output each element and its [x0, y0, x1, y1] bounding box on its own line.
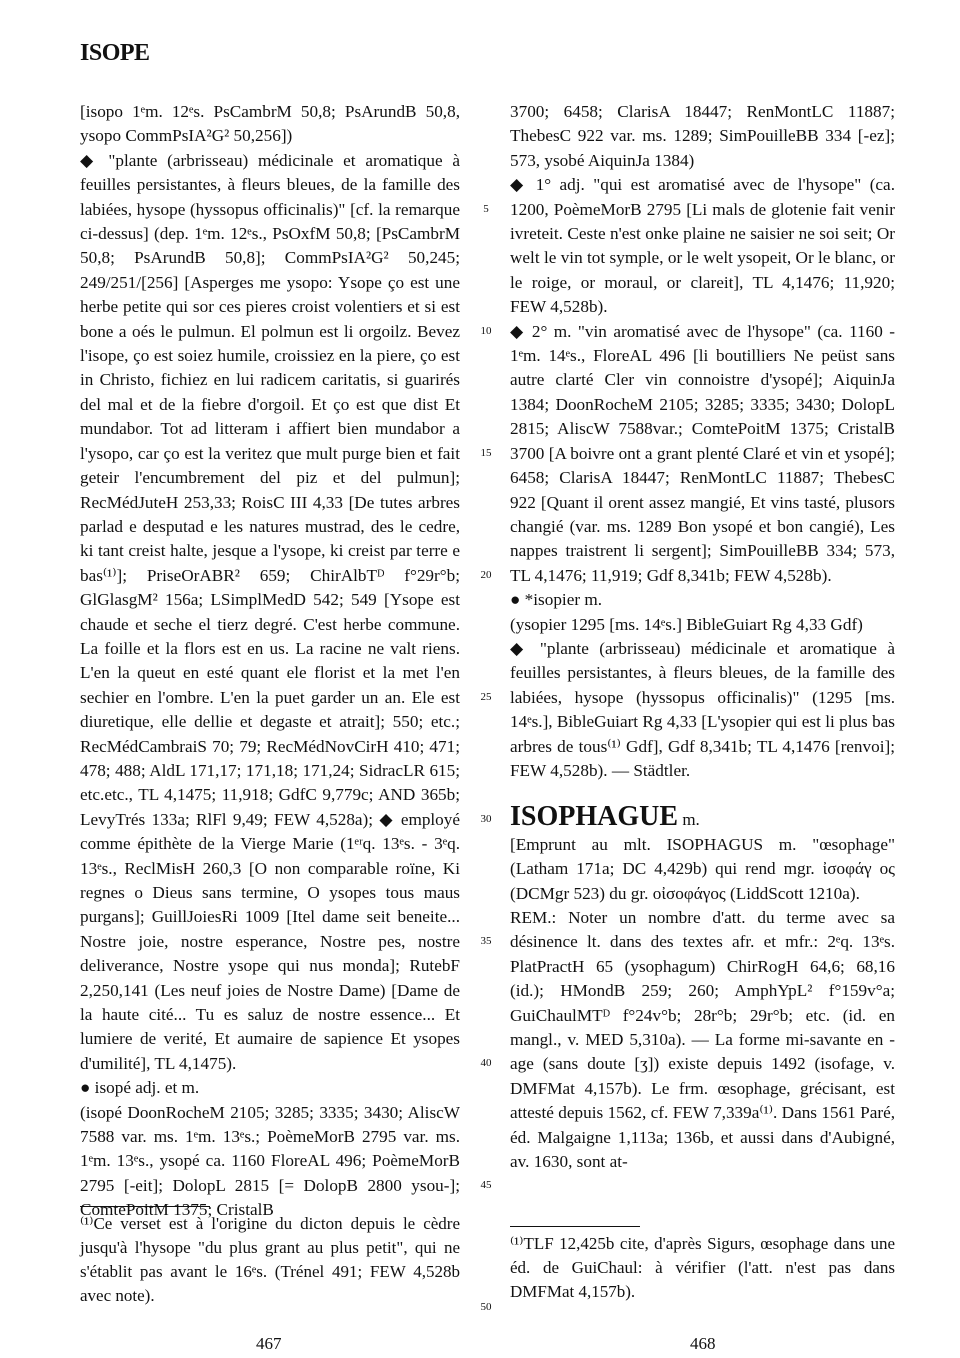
line-number: 45 [480, 1179, 492, 1191]
forms-paragraph: (isopé DoonRocheM 2105; 3285; 3335; 3430; AliscW 7588 var. ms. 1ᵉm. 13ᵉs.; PoèmeMorB 2795 var. ms. 1ᵉm. 13ᵉs., ysopé ca. 1160 FloreAL 496; PoèmeMorB 2795 [-eit]; DolopL 2815 [= DolopB 2800 ysou-]; ComtePoitM 1375; CristalB [80, 1102, 460, 1220]
line-number: 20 [480, 569, 492, 581]
etymology-paragraph: [isopo 1ᵉm. 12ᵉs. PsCambrM 50,8; PsArundB 50,8, ysopo CommPsIA²G² 50,256]) [80, 102, 460, 146]
forms-continuation: 3700; 6458; ClarisA 18447; RenMontLC 11887; ThebesC 922 var. ms. 1289; SimPouilleBB 334 [-ez]; 573, ysobé AiquinJa 1384) [510, 102, 895, 170]
line-number: 10 [480, 325, 492, 337]
right-footnote-rule [510, 1226, 640, 1227]
line-number: 5 [483, 203, 489, 215]
line-number: 15 [480, 447, 492, 459]
page-number-right: 468 [690, 1334, 716, 1353]
running-header: ISOPE [80, 40, 150, 66]
remark-paragraph: REM.: Noter un nombre d'att. du terme avec sa désinence lt. dans des textes afr. et mfr.: 2ᵉq. 13ᵉs. PlatPractH 65 (ysophagum) ChirRogH 64,6; 68,16 (id.); HMondB 259; 260; AmphYpL² f°159v°a; GuiChaulMTᴰ f°24v°b; 28r°b; 29r°b; etc. (id. en mangl., v. MED 5,310a). — La forme mi-savante en -age (sans doute [ʒ]) existe depuis 1492 (isofage, v. DMFMat 4,157b). Le frm. œsophage, grécisant, est attesté depuis 1562, cf. FEW 7,339a⁽¹⁾. Dans 1561 Paré, éd. Malgaigne 1,113a; 136b, et aussi dans d'Aubigné, av. 1630, sont at- [510, 908, 895, 1172]
left-footnote: ⁽¹⁾Ce verset est à l'origine du dicton depuis le cèdre jusqu'à l'hysope "du plus grant au plus petit", qui ne s'établit pas avant le 16ᵉs. (Trénel 491; FEW 4,528b avec note). [80, 1214, 460, 1305]
subentry-heading: ● *isopier m. [510, 590, 603, 610]
line-number: 25 [480, 691, 492, 703]
subentry-heading: ● isopé adj. et m. [80, 1078, 200, 1098]
left-column [80, 100, 460, 1223]
forms-paragraph: (ysopier 1295 [ms. 14ᵉs.] BibleGuiart Rg 4,33 Gdf) [510, 614, 863, 634]
line-number: 30 [480, 813, 492, 825]
headword-grammar: m. [682, 810, 700, 830]
sense-2-paragraph: ◆ 2° m. "vin aromatisé avec de l'hysope" (ca. 1160 - 1ᵉm. 14ᵉs., FloreAL 496 [li boutilliers Ne peüst sans autre clarté Cler vin connoistre d'ysopé]; AiquinJa 1384; DoonRocheM 2105; 3285; 3335; 3430; DolopL 2815; AliscW 7588var.; ComtePoitM 1375; CristalB 3700 [A boivre ont a grant plenté Claré et vin et ysopé]; 6458; ClarisA 18447; RenMontLC 11887; ThebesC 922 [Quant il orent assez mangié, Et vins tasté, plusors changié (var. ms. 1289 Bon ysopé et bon cangié), Les nappes traistrent li sergent]; SimPouilleBB 334; 573, TL 4,1476; 11,919; Gdf 8,341b; FEW 4,528b). [510, 321, 895, 585]
line-number: 40 [480, 1057, 492, 1069]
etymology-paragraph: [Emprunt au mlt. ISOPHAGUS m. "œsophage" (Latham 171a; DC 4,429b) qui rend mgr. ἰσοφάγ ος (DCMgr 523) du gr. οἰσοφάγος (LiddScott 1210a). [510, 834, 895, 903]
headword-line [510, 801, 895, 833]
definition-paragraph: ◆ "plante (arbrisseau) médicinale et aromatique à feuilles persistantes, à fleurs bleues, de la famille des labiées, hysope (hyssopus officinalis)" (1295 [ms. 14ᵉs.], BibleGuiart Rg 4,33 [L'ysopier qui est li plus bas arbres de tous⁽¹⁾ Gdf], Gdf 8,341b; TL 4,1476 [renvoi]; FEW 4,528b). — Städtler. [510, 638, 895, 780]
right-column [510, 100, 895, 1174]
sense-1-paragraph: ◆ 1° adj. "qui est aromatisé avec de l'hysope" (ca. 1200, PoèmeMorB 2795 [Li mals de glotenie fait venir ivreteit. Ceste n'est onke plaine ne saisier ne soi seit; Or welt le vin tot symple, or le welt ysopeit, Or le blanc, or le roige, or moraul, or clareit], TL 4,1476; 11,920; FEW 4,528b). [510, 175, 895, 317]
line-number: 50 [480, 1301, 492, 1313]
right-footnote: ⁽¹⁾TLF 12,425b cite, d'après Sigurs, œsophage dans une éd. de GuiChaul: à vérifier (l'att. n'est pas dans DMFMat 4,157b). [510, 1234, 895, 1301]
line-number: 35 [480, 935, 492, 947]
headword: ISOPHAGUE [510, 801, 679, 833]
page-number-left: 467 [256, 1334, 282, 1353]
definition-paragraph: ◆ "plante (arbrisseau) médicinale et aromatique à feuilles persistantes, à fleurs bleues, de la famille des labiées, hysope (hyssopus officinalis)" [cf. la remarque ci-dessus] (dep. 1ᵉm. 12ᵉs., PsOxfM 50,8; [PsCambrM 50,8; PsArundB 50,8]; CommPsIA²G² 50,245; 249/251/[256] [Asperges me ysopo: Ysope ço est une herbe petite qui sor ces pieres croist volentiers et si est bone a oés le pulmun. El polmun est li orgoilz. Bevez l'isope, ço est soiez humile, croissiez en la piere, ço est in Christo, fichiez en lui radicem caritatis, si guarirés del mal et de la fiebre d'orgoil. Et ço est que dist Et mundabor. Tot ad litteram i affiert bien mundabor a l'ysopo, car ço est la veritez que mult purge bien et fait geteir l'encumbrement del piz et del pulmun]; RecMédJuteH 253,33; RoisC III 4,33 [De tutes arbres parlad e desputad e les natures mustrad, des le cedre, ki tant creist halte, jesque a l'ysope, ki creist par terre e bas⁽¹⁾]; PriseOrABR² 659; ChirAlbTᴰ f°29r°b; GlGlasgM² 156a; LSimplMedD 542; 549 [Ysope est chaude et seche el tierz degré. C'est herbe commune. La foille et la flors est en us. La racine ne valt riens. L'en la queut en esté quant ele florist et la met l'en sechier en l'ombre. L'en la puet garder un an. Ele est diuretique, elle dellie et degaste et atrait]; 550; etc.; RecMédCambraiS 70; 79; RecMédNovCirH 410; 471; 478; 488; AldL 171,17; 171,18; 171,24; SidracLR 615; etc.etc., TL 4,1475; 11,918; GdfC 9,779c; AND 365b; LevyTrés 133a; RlFl 9,49; FEW 4,528a); ◆ employé comme épithète de la Vierge Marie (1ᵉʳq. 13ᵉs. - 3ᵉq. 13ᵉs., ReclMisH 260,3 [O non comparable roïne, Ki regnes o Dieus sans termine, O ysopes tous maus purgans]; GuillJoiesRi 1009 [Itel dame seit beneite... Nostre joie, nostre esperance, Nostre pes, nostre deliverance, Nostre ysope qui nus monda]; RutebF 2,250,141 (Les neuf joies de Nostre Dame) [Dame de la haute cité... Tu es saluz de nostre essence... Et lumiere de verité, Et aumaire de sapience Et ysopes d'umilité], TL 4,1475). [80, 150, 460, 1073]
left-footnote-rule [80, 1206, 210, 1207]
